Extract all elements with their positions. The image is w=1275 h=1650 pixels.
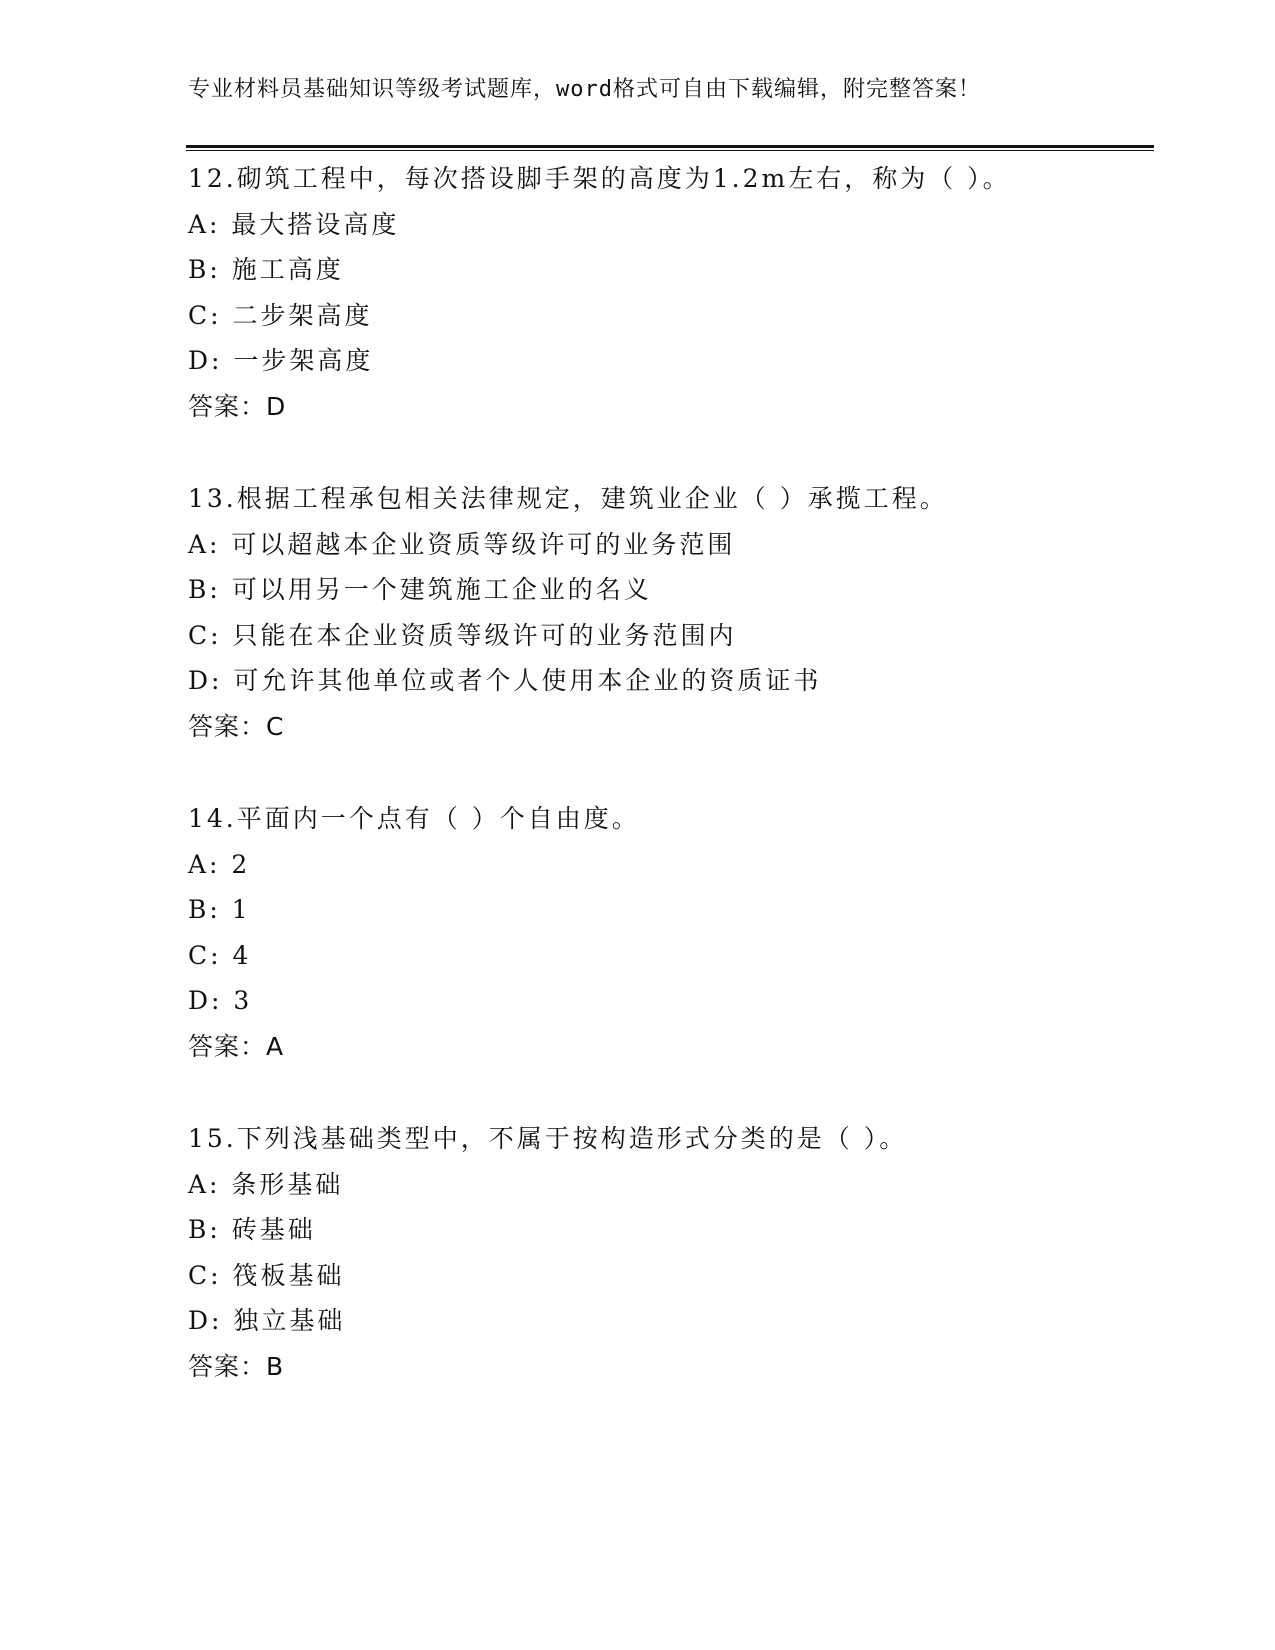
answer-text: 答案：A (188, 1031, 285, 1061)
option-c: C: 4 (188, 940, 252, 970)
option-c: C: 筏板基础 (188, 1260, 345, 1290)
question-stem: 12.砌筑工程中，每次搭设脚手架的高度为1.2m左右，称为（ ）。 (188, 164, 1011, 193)
header-rule-thick (186, 145, 1154, 148)
question-14 (188, 796, 1148, 1116)
option-a: A: 条形基础 (188, 1169, 344, 1199)
question-stem: 14.平面内一个点有（ ）个自由度。 (188, 804, 640, 833)
question-15 (188, 1116, 1148, 1436)
option-d: D: 独立基础 (188, 1306, 346, 1335)
question-stem: 15.下列浅基础类型中，不属于按构造形式分类的是（ ）。 (188, 1124, 908, 1153)
option-a: A: 2 (188, 849, 251, 879)
option-b: B: 施工高度 (188, 255, 344, 284)
question-12 (188, 156, 1148, 476)
answer-text: 答案：B (188, 1351, 285, 1381)
header-rule-thin (186, 150, 1154, 151)
question-13 (188, 476, 1148, 796)
answer-text: 答案：D (188, 391, 287, 421)
option-c: C: 只能在本企业资质等级许可的业务范围内 (188, 620, 737, 650)
answer-text: 答案：C (188, 711, 285, 741)
page-header: 专业材料员基础知识等级考试题库，word格式可自由下载编辑，附完整答案！ (188, 77, 981, 102)
option-b: B: 砖基础 (188, 1215, 316, 1244)
option-b: B: 1 (188, 895, 251, 924)
option-d: D: 3 (188, 986, 253, 1015)
option-a: A: 最大搭设高度 (188, 209, 400, 239)
option-c: C: 二步架高度 (188, 300, 373, 330)
question-list (188, 156, 1148, 1436)
question-stem: 13.根据工程承包相关法律规定，建筑业企业（ ）承揽工程。 (188, 484, 948, 513)
option-d: D: 一步架高度 (188, 346, 374, 375)
option-d: D: 可允许其他单位或者个人使用本企业的资质证书 (188, 666, 822, 695)
option-b: B: 可以用另一个建筑施工企业的名义 (188, 575, 652, 604)
option-a: A: 可以超越本企业资质等级许可的业务范围 (188, 529, 736, 559)
